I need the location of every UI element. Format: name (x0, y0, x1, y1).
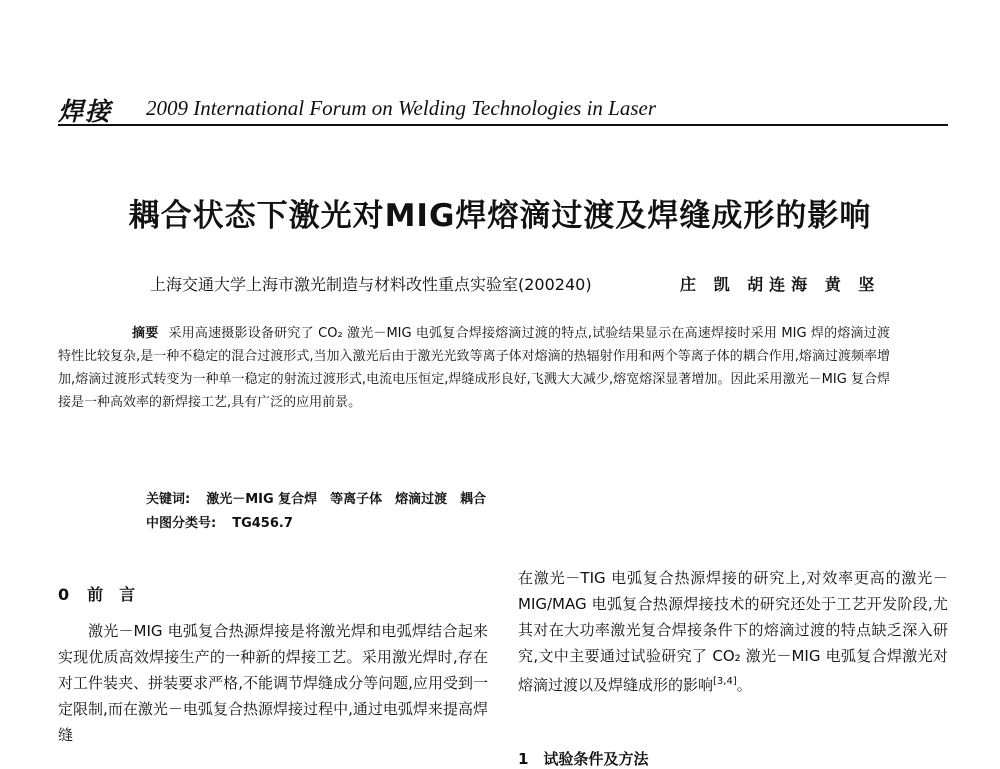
keywords-text: 激光－MIG 复合焊 等离子体 熔滴过渡 耦合 (206, 492, 487, 507)
classification (146, 512, 293, 531)
page-header (58, 88, 948, 128)
header-rule (58, 124, 948, 126)
body-paragraph: 激光－MIG 电弧复合热源焊接是将激光焊和电弧焊结合起来实现优质高效焊接生产的一种新的焊接工艺。采用激光焊时,存在对工件装夹、拼装要求严格,不能调节焊缝成分等问题,应用受到一定限制,而在激光－电弧复合热源焊接过程中,通过电弧焊来提高焊缝 (58, 622, 488, 744)
section-number: 0 (58, 585, 70, 604)
classification-label: 中图分类号: (146, 516, 217, 531)
keywords (146, 488, 486, 507)
paragraph-text: 在激光－TIG 电弧复合热源焊接的研究上,对效率更高的激光－MIG/MAG 电弧复合热源焊接技术的研究还处于工艺开发阶段,尤其对在大功率激光复合焊接条件下的熔滴过渡的特点缺乏深入研究,文中主要通过试验研究了 CO₂ 激光－MIG 电弧复合焊激光对熔滴过渡以及焊缝成形的影响 (518, 569, 948, 694)
section-title: 前 言 (87, 585, 136, 604)
abstract (58, 322, 890, 414)
keywords-label: 关键词: (146, 492, 191, 507)
section-0-heading (58, 582, 488, 608)
classification-code: TG456.7 (232, 516, 293, 531)
journal-logo: 焊接 (58, 97, 113, 126)
section-1-heading: 1 试验条件及方法 (518, 750, 649, 768)
right-column (518, 565, 948, 698)
paragraph-end: 。 (736, 676, 752, 694)
abstract-text: 采用高速摄影设备研究了 CO₂ 激光－MIG 电弧复合焊接熔滴过渡的特点,试验结果显示在高速焊接时采用 MIG 焊的熔滴过渡特性比较复杂,是一种不稳定的混合过渡形式,当加入激光后由于激光光致等离子体对熔滴的热辐射作用和两个等离子体的耦合作用,熔滴过渡频率增加,熔滴过渡形式转变为一种单一稳定的射流过渡形式,电流电压恒定,焊缝成形良好,飞溅大大减少,熔宽熔深显著增加。因此采用激光－MIG 复合焊接是一种高效率的新焊接工艺,具有广泛的应用前景。 (58, 326, 890, 410)
authors: 庄 凯 胡连海 黄 坚 (680, 275, 881, 294)
paper-title: 耦合状态下激光对MIG焊熔滴过渡及焊缝成形的影响 (128, 198, 872, 234)
body-paragraph-continued (518, 565, 948, 698)
citation: [3,4] (713, 676, 737, 687)
conference-name: 2009 International Forum on Welding Technologies in Laser (146, 96, 657, 120)
left-column (58, 582, 488, 748)
abstract-label: 摘要 (132, 326, 159, 341)
affiliation: 上海交通大学上海市激光制造与材料改性重点实验室(200240) (150, 275, 592, 294)
